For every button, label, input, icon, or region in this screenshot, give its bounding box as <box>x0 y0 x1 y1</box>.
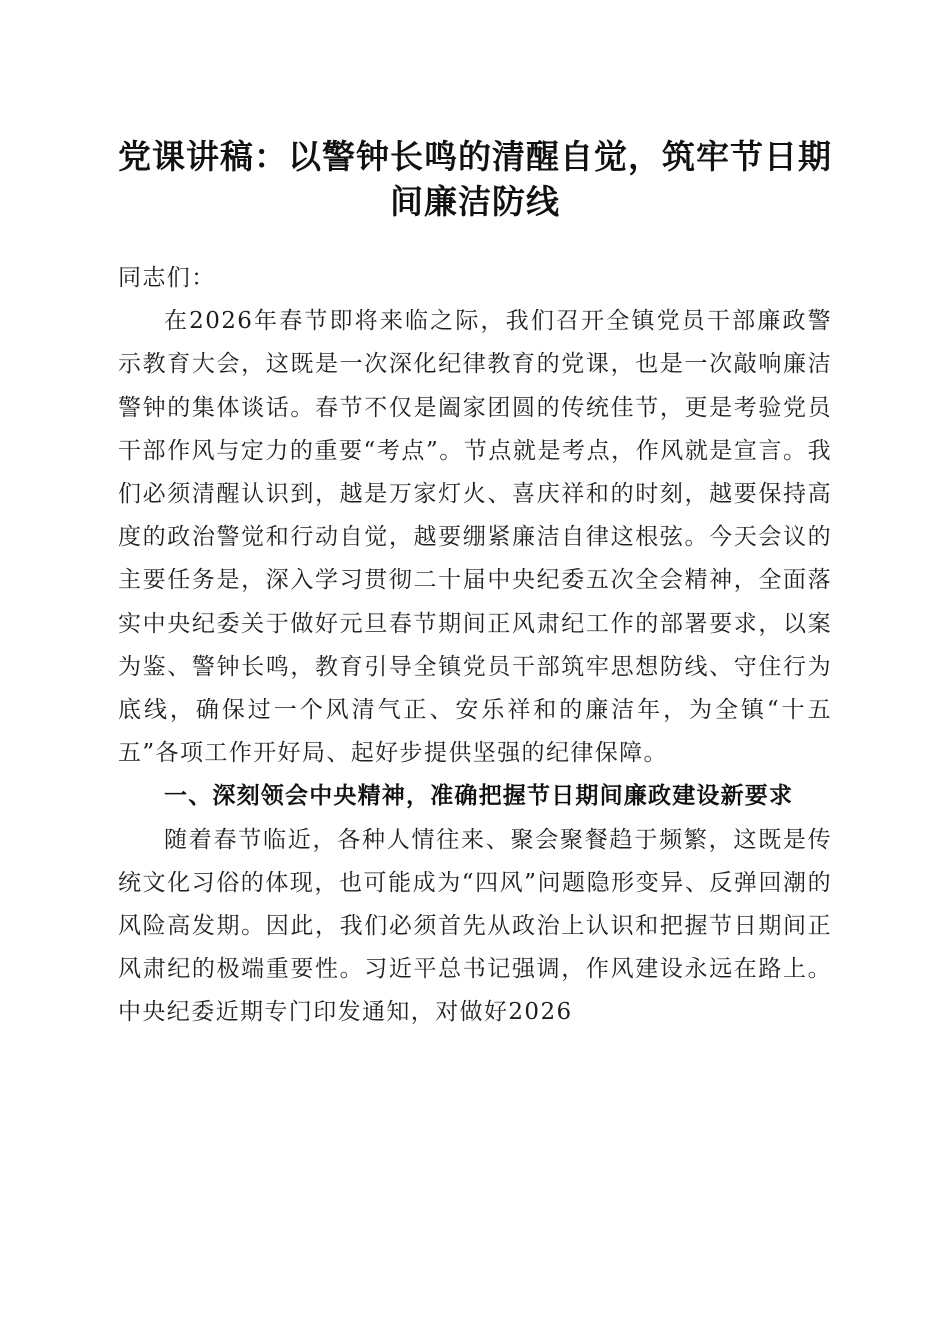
intro-paragraph: 在2026年春节即将来临之际，我们召开全镇党员干部廉政警示教育大会，这既是一次深化纪律教育的党课，也是一次敲响廉洁警钟的集体谈话。春节不仅是阖家团圆的传统佳节，更是考验党员干部作风与定力的重要“考点”。节点就是考点，作风就是宣言。我们必须清醒认识到，越是万家灯火、喜庆祥和的时刻，越要保持高度的政治警觉和行动自觉，越要绷紧廉洁自律这根弦。今天会议的主要任务是，深入学习贯彻二十届中央纪委五次全会精神，全面落实中央纪委关于做好元旦春节期间正风肃纪工作的部署要求，以案为鉴、警钟长鸣，教育引导全镇党员干部筑牢思想防线、守住行为底线，确保过一个风清气正、安乐祥和的廉洁年，为全镇“十五五”各项工作开好局、起好步提供坚强的纪律保障。 <box>118 308 832 767</box>
salutation: 同志们： <box>118 265 216 291</box>
document-title: 党课讲稿：以警钟长鸣的清醒自觉，筑牢节日期间廉洁防线 <box>118 137 832 221</box>
document-body <box>118 257 832 1035</box>
section-heading: 一、深刻领会中央精神，准确把握节日期间廉政建设新要求 <box>164 783 794 810</box>
section-paragraph: 随着春节临近，各种人情往来、聚会聚餐趋于频繁，这既是传统文化习俗的体现，也可能成为“四风”问题隐形变异、反弹回潮的风险高发期。因此，我们必须首先从政治上认识和把握节日期间正风肃纪的极端重要性。习近平总书记强调，作风建设永远在路上。中央纪委近期专门印发通知，对做好2026 <box>118 826 832 1026</box>
